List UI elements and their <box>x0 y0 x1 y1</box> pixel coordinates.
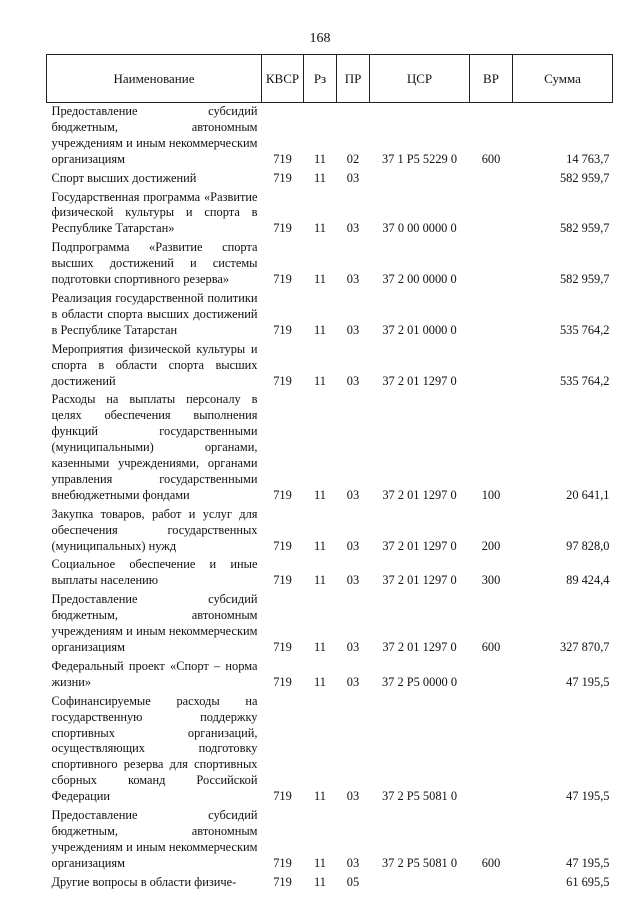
cell-rz: 11 <box>314 640 326 654</box>
table-row <box>47 556 613 591</box>
cell-rz: 11 <box>314 322 326 337</box>
table-row <box>47 391 613 505</box>
cell-pr: 03 <box>346 170 360 185</box>
cell-csr <box>370 170 470 189</box>
cell-rz: 11 <box>314 170 326 185</box>
cell-name: Спорт высших достижений <box>51 170 197 185</box>
table-row <box>47 341 613 392</box>
cell-rz: 11 <box>314 272 326 287</box>
cell-csr: 37 0 00 0000 0 <box>382 221 457 236</box>
cell-sum: 582 959,7 <box>559 221 610 236</box>
cell-sum: 47 195,5 <box>566 855 610 870</box>
table-row <box>47 103 613 170</box>
cell-vr: 600 <box>481 855 501 870</box>
cell-pr: 03 <box>346 322 360 337</box>
cell-vr <box>470 290 513 341</box>
cell-kvsr: 719 <box>273 487 292 502</box>
cell-kvsr: 719 <box>273 170 292 185</box>
column-header-pr: ПР <box>337 55 370 103</box>
cell-kvsr: 719 <box>273 674 292 689</box>
cell-name: Другие вопросы в области физиче- <box>51 874 237 889</box>
cell-sum: 582 959,7 <box>559 272 610 287</box>
cell-pr: 03 <box>346 573 360 588</box>
cell-name: Закупка товаров, работ и услуг для обеспечения государственных (муниципальных) нужд <box>51 506 258 553</box>
cell-pr: 03 <box>346 855 360 870</box>
column-header-vr: ВР <box>470 55 513 103</box>
cell-kvsr: 719 <box>273 322 292 337</box>
table-row <box>47 591 613 658</box>
cell-csr: 37 2 Р5 5081 0 <box>381 789 458 804</box>
table-row <box>47 693 613 807</box>
column-header-csr: ЦСР <box>370 55 470 103</box>
cell-rz: 11 <box>314 573 326 588</box>
cell-sum: 535 764,2 <box>559 322 610 337</box>
budget-table <box>46 54 613 893</box>
cell-sum: 327 870,7 <box>559 640 610 654</box>
column-header-kvsr: КВСР <box>262 55 304 103</box>
column-header-sum: Сумма <box>513 55 613 103</box>
cell-vr: 300 <box>481 573 501 588</box>
cell-sum: 582 959,7 <box>559 170 610 185</box>
cell-rz: 11 <box>314 373 326 388</box>
cell-pr: 03 <box>346 538 360 553</box>
cell-sum: 20 641,1 <box>566 487 610 502</box>
cell-csr: 37 2 Р5 5081 0 <box>381 855 458 870</box>
table-body <box>47 103 613 893</box>
cell-pr: 05 <box>346 874 360 889</box>
cell-name: Подпрограмма «Развитие спорта высших достижений и системы подготовки спортивного резерва» <box>51 240 258 287</box>
cell-csr: 37 2 01 1297 0 <box>382 573 457 588</box>
cell-sum: 89 424,4 <box>566 573 610 588</box>
cell-pr: 03 <box>346 487 360 502</box>
cell-vr <box>470 189 513 240</box>
cell-name: Предоставление субсидий бюджетным, автономным учреждениям и иным некоммерческим организациям <box>51 808 258 870</box>
table-row <box>47 239 613 290</box>
table-row <box>47 807 613 874</box>
cell-pr: 03 <box>346 373 360 388</box>
cell-kvsr: 719 <box>273 272 292 287</box>
cell-kvsr: 719 <box>273 789 292 804</box>
cell-vr <box>470 658 513 693</box>
cell-csr: 37 2 01 1297 0 <box>382 640 457 654</box>
cell-kvsr: 719 <box>273 373 292 388</box>
cell-rz: 11 <box>314 874 326 889</box>
cell-kvsr: 719 <box>273 573 292 588</box>
table-row <box>47 874 613 893</box>
cell-rz: 11 <box>314 674 326 689</box>
cell-sum: 61 695,5 <box>566 874 610 889</box>
cell-sum: 97 828,0 <box>566 538 610 553</box>
cell-sum: 47 195,5 <box>566 674 610 689</box>
cell-pr: 02 <box>346 151 360 166</box>
column-header-name: Наименование <box>47 55 262 103</box>
cell-kvsr: 719 <box>273 874 292 889</box>
page-number: 168 <box>309 31 331 46</box>
cell-name: Государственная программа «Развитие физической культуры и спорта в Республике Татарстан» <box>51 189 258 236</box>
cell-vr: 200 <box>481 538 501 553</box>
cell-name: Предоставление субсидий бюджетным, автономным учреждениям и иным некоммерческим организациям <box>51 104 258 166</box>
table-header-row <box>47 55 613 103</box>
cell-pr: 03 <box>346 789 360 804</box>
cell-name: Софинансируемые расходы на государственную поддержку спортивных организаций, осуществляющих подготовку спортивного резерва для спортивных сборных команд Российской Федерации <box>51 693 258 804</box>
cell-kvsr: 719 <box>273 640 292 654</box>
cell-kvsr: 719 <box>273 538 292 553</box>
table-row <box>47 658 613 693</box>
cell-kvsr: 719 <box>273 855 292 870</box>
cell-csr: 37 2 01 1297 0 <box>382 538 457 553</box>
cell-csr: 37 2 01 1297 0 <box>382 487 457 502</box>
cell-rz: 11 <box>314 855 326 870</box>
cell-name: Социальное обеспечение и иные выплаты населению <box>51 557 258 588</box>
cell-sum: 535 764,2 <box>559 373 610 388</box>
cell-sum: 14 763,7 <box>566 151 610 166</box>
cell-vr: 600 <box>481 640 501 654</box>
cell-vr <box>470 170 513 189</box>
cell-pr: 03 <box>346 221 360 236</box>
cell-kvsr: 719 <box>273 151 292 166</box>
cell-vr <box>470 693 513 807</box>
cell-pr: 03 <box>346 640 360 654</box>
cell-vr <box>470 239 513 290</box>
cell-csr: 37 2 00 0000 0 <box>382 272 457 287</box>
cell-kvsr: 719 <box>273 221 292 236</box>
cell-csr <box>370 874 470 893</box>
cell-pr: 03 <box>346 674 360 689</box>
cell-rz: 11 <box>314 538 326 553</box>
cell-rz: 11 <box>314 221 326 236</box>
cell-rz: 11 <box>314 487 326 502</box>
cell-csr: 37 1 Р5 5229 0 <box>381 151 458 166</box>
table-row <box>47 506 613 557</box>
cell-rz: 11 <box>314 151 326 166</box>
cell-vr: 100 <box>481 487 501 502</box>
cell-csr: 37 2 01 0000 0 <box>382 322 457 337</box>
column-header-rz: Рз <box>304 55 337 103</box>
cell-name: Федеральный проект «Спорт – норма жизни» <box>51 658 258 689</box>
cell-vr <box>470 874 513 893</box>
cell-name: Мероприятия физической культуры и спорта в области спорта высших достижений <box>51 341 258 388</box>
cell-csr: 37 2 01 1297 0 <box>382 373 457 388</box>
table-row <box>47 189 613 240</box>
cell-name: Расходы на выплаты персоналу в целях обеспечения выполнения функций государственными (муниципальными) органами, казенными учреждениями, органами управления государственными внебюджетными фондами <box>51 392 258 502</box>
cell-name: Реализация государственной политики в области спорта высших достижений в Республике Татарстан <box>51 290 258 337</box>
cell-csr: 37 2 Р5 0000 0 <box>381 674 458 689</box>
cell-rz: 11 <box>314 789 326 804</box>
table-row <box>47 290 613 341</box>
cell-name: Предоставление субсидий бюджетным, автономным учреждениям и иным некоммерческим организациям <box>51 592 258 654</box>
cell-pr: 03 <box>346 272 360 287</box>
cell-sum: 47 195,5 <box>566 789 610 804</box>
table-row <box>47 170 613 189</box>
cell-vr: 600 <box>481 151 501 166</box>
cell-vr <box>470 341 513 392</box>
